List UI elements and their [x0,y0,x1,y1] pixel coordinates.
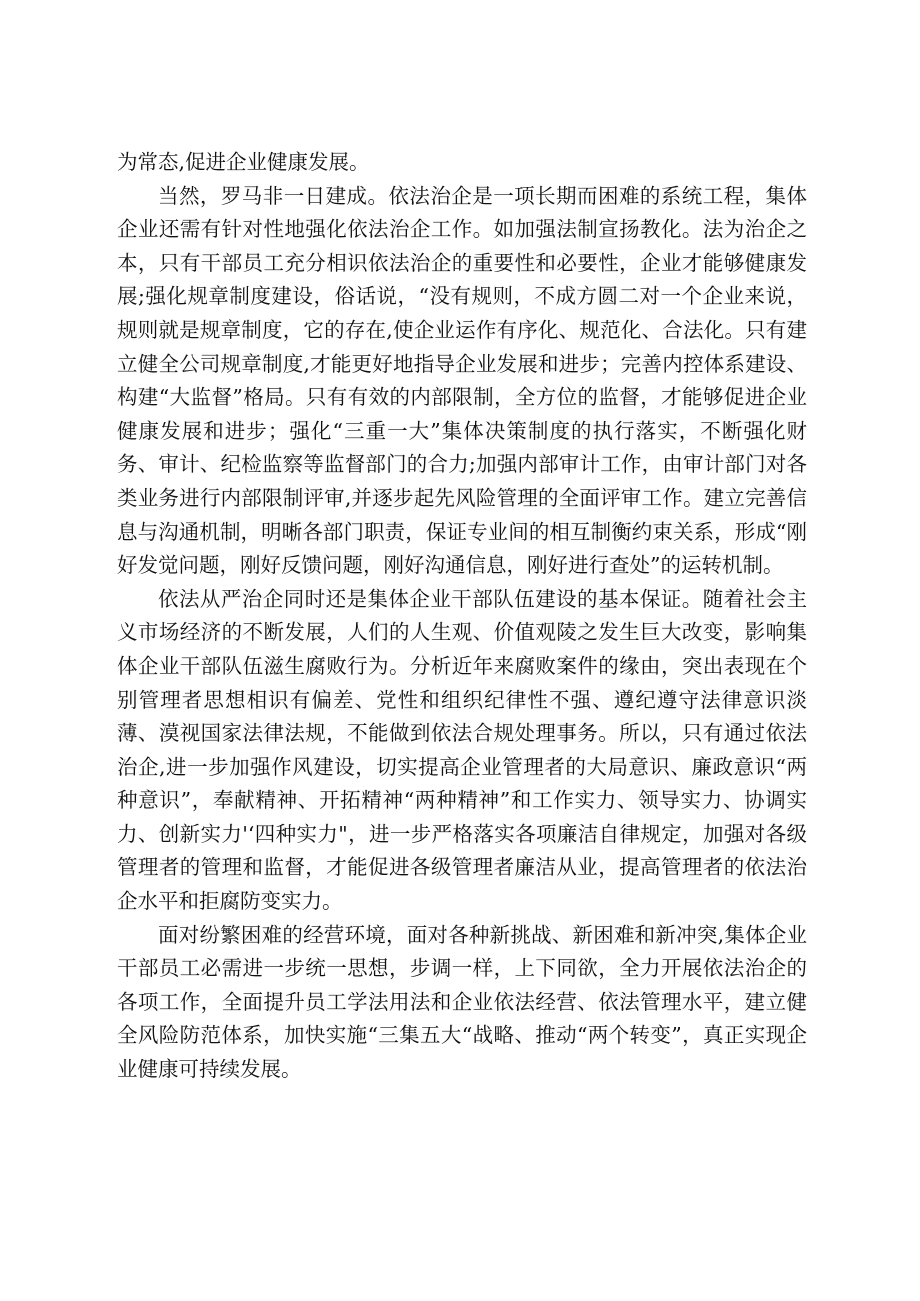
paragraph-continuation: 为常态,促进企业健康发展。 [117,150,370,174]
paragraph-rule-of-law-system: 当然，罗马非一日建成。依法治企是一项长期而困难的系统工程，集体企业还需有针对性地强化依法治企工作。如加强法制宣扬教化。法为治企之本，只有干部员工充分相识依法治企的重要性和必要性，企业才能够健康发展;强化规章制度建设，俗话说，“没有规则，不成方圆二对一个企业来说，规则就是规章制度，它的存在,使企业运作有序化、规范化、合法化。只有建立健全公司规章制度,才能更好地指导企业发展和进步；完善内控体系建设、构建“大监督”格局。只有有效的内部限制，全方位的监督，才能够促进企业健康发展和进步；强化“三重一大”集体决策制度的执行落实，不断强化财务、审计、纪检监察等监督部门的合力;加强内部审计工作，由审计部门对各类业务进行内部限制评审,并逐步起先风险管理的全面评审工作。建立完善信息与沟通机制，明晰各部门职责，保证专业间的相互制衡约束关系，形成“刚好发觉问题，刚好反馈问题，刚好沟通信息，刚好进行查处”的运转机制。 [117,183,807,578]
document-body [117,146,807,1087]
paragraph-cadre-team-building: 依法从严治企同时还是集体企业干部队伍建设的基本保证。随着社会主义市场经济的不断发展，人们的人生观、价值观陵之发生巨大改变，影响集体企业干部队伍滋生腐败行为。分析近年来腐败案件的缘由，突出表现在个别管理者思想相识有偏差、党性和组织纪律性不强、遵纪遵守法律意识淡薄、漠视国家法律法规，不能做到依法合规处理事务。所以，只有通过依法治企,进一步加强作风建设，切实提高企业管理者的大局意识、廉政意识“两种意识”，奉献精神、开拓精神“两种精神”和工作实力、领导实力、协调实力、创新实力'‘四种实力"，进一步严格落实各项廉洁自律规定，加强对各级管理者的管理和监督，才能促进各级管理者廉洁从业，提高管理者的依法治企水平和拒腐防变实力。 [117,586,807,914]
paragraph-conclusion: 面对纷繁困难的经营环境，面对各种新挑战、新困难和新冲突,集体企业干部员工必需进一步统一思想，步调一样，上下同欲，全力开展依法治企的各项工作，全面提升员工学法用法和企业依法经营、依法管理水平，建立健全风险防范体系，加快实施“三集五大“战略、推动“两个转变”，真正实现企业健康可持续发展。 [117,922,807,1082]
